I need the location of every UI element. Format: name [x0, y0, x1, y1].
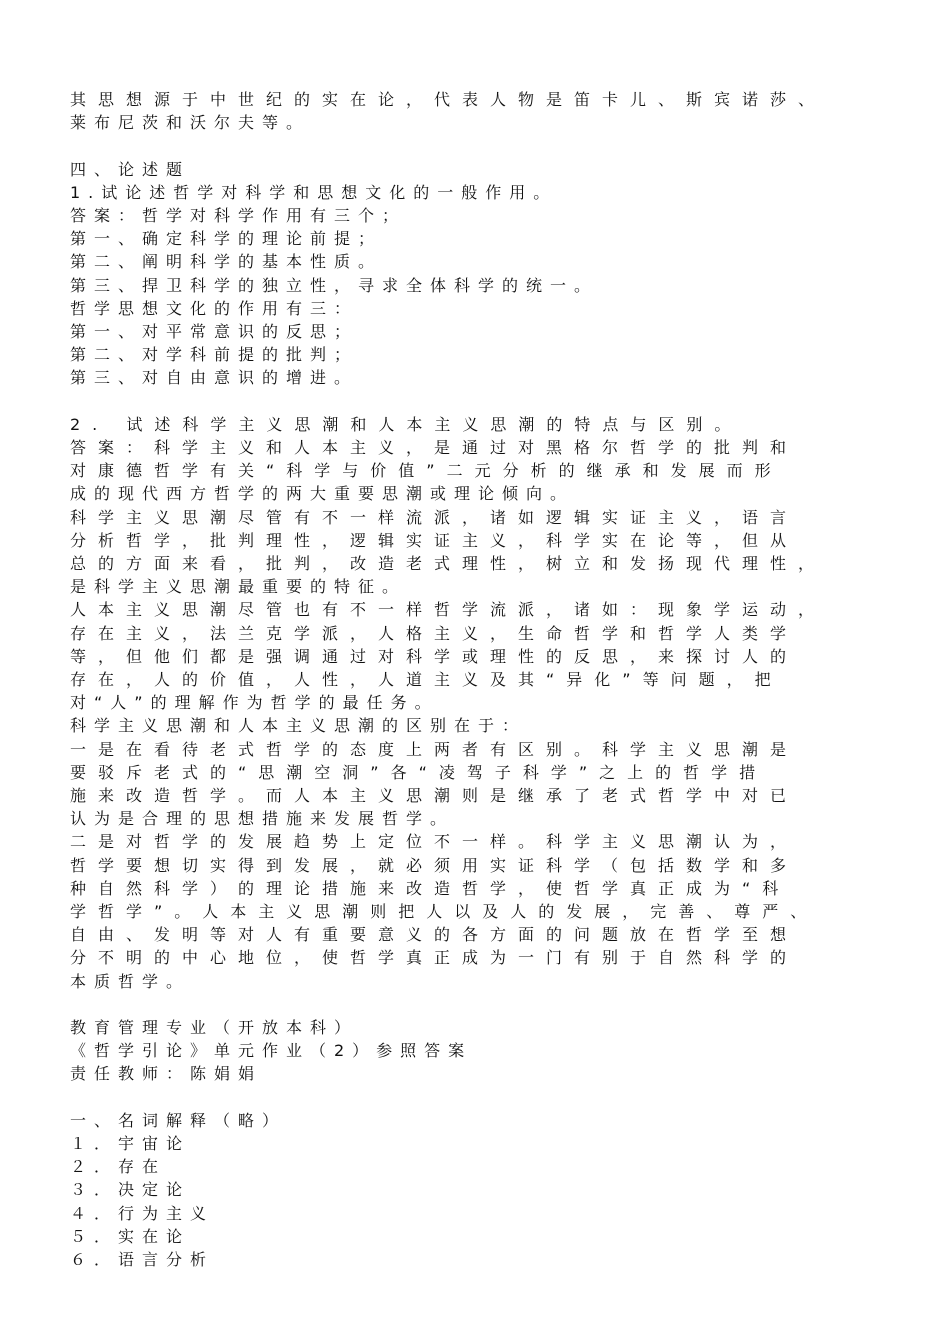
text-line: ３．决定论	[70, 1180, 191, 1200]
text-line: 种自然科学）的理论措施来改造哲学，使哲学真正成为“科	[70, 878, 791, 898]
text-line: 哲学思想文化的作用有三：	[70, 298, 359, 318]
text-line: 第一、对平常意识的反思；	[70, 322, 359, 341]
text-line: 要驳斥老式的“思潮空洞”各“凌驾子科学”之上的哲学措	[70, 762, 768, 782]
text-line: 哲学要想切实得到发展，就必须用实证科学（包括数学和多	[70, 855, 799, 875]
text-line: 总的方面来看，批判，改造老式理性，树立和发扬现代理性，	[70, 554, 827, 573]
text-line: 一是在看待老式哲学的态度上两者有区别。科学主义思潮是	[70, 739, 799, 759]
text-line: 一、名词解释（略）	[70, 1110, 287, 1130]
text-line: 《哲学引论》单元作业（2）参照答案	[70, 1041, 473, 1061]
text-line: ２．存在	[70, 1157, 167, 1177]
text-line: １．宇宙论	[70, 1134, 191, 1153]
text-line: ４．行为主义	[70, 1203, 215, 1223]
text-line: 1.试论述哲学对科学和思想文化的一般作用。	[70, 182, 558, 202]
text-line: 自由、发明等对人有重要意义的各方面的问题放在哲学至想	[70, 925, 799, 945]
text-line: 莱布尼茨和沃尔夫等。	[70, 113, 311, 133]
text-line: 第二、阐明科学的基本性质。	[70, 252, 383, 272]
text-line: 本质哲学。	[70, 971, 191, 991]
text-line: 施来改造哲学。而人本主义思潮则是继承了老式哲学中对已	[70, 786, 799, 805]
text-line: 是科学主义思潮最重要的特征。	[70, 577, 407, 597]
text-line: 认为是合理的思想措施来发展哲学。	[70, 809, 455, 829]
text-line: 第三、捍卫科学的独立性，寻求全体科学的统一。	[70, 275, 599, 295]
text-line: 答案：科学主义和人本主义，是通过对黑格尔哲学的批判和	[70, 438, 799, 457]
text-line: 二是对哲学的发展趋势上定位不一样。科学主义思潮认为，	[70, 832, 799, 852]
text-line: 对“人”的理解作为哲学的最任务。	[70, 693, 439, 713]
text-line: 第三、对自由意识的增进。	[70, 368, 359, 388]
text-line: 等，但他们都是强调通过对科学或理性的反思，来探讨人的	[70, 646, 799, 666]
text-line: 分不明的中心地位，使哲学真正成为一门有别于自然科学的	[70, 948, 799, 968]
text-line: 科学主义思潮尽管有不一样流派，诸如逻辑实证主义，语言	[70, 507, 799, 527]
text-line: 教育管理专业（开放本科）	[70, 1018, 359, 1037]
text-line: 第二、对学科前提的批判；	[70, 345, 359, 365]
text-line: ５．实在论	[70, 1226, 191, 1246]
text-line: 对康德哲学有关“科学与价值”二元分析的继承和发展而形	[70, 461, 783, 481]
text-line: 存在，人的价值，人性，人道主义及其“异化”等问题，把	[70, 670, 783, 689]
text-line: 科学主义思潮和人本主义思潮的区别在于：	[70, 716, 527, 736]
text-line: 四、论述题	[70, 159, 191, 179]
text-line: 第一、确定科学的理论前提；	[70, 229, 383, 249]
text-line: 答案：哲学对科学作用有三个；	[70, 206, 407, 225]
text-line: ６．语言分析	[70, 1250, 215, 1269]
text-line: 其思想源于中世纪的实在论，代表人物是笛卡儿、斯宾诺莎、	[70, 90, 827, 109]
text-line: 存在主义，法兰克学派，人格主义，生命哲学和哲学人类学	[70, 623, 799, 643]
text-line: 责任教师：陈娟娟	[70, 1064, 263, 1084]
text-line: 学哲学”。人本主义思潮则把人以及人的发展，完善、尊严、	[70, 902, 819, 921]
text-line: 2. 试述科学主义思潮和人本主义思潮的特点与区别。	[70, 414, 743, 434]
text-line: 分析哲学，批判理性，逻辑实证主义，科学实在论等，但从	[70, 530, 799, 550]
text-line: 成的现代西方哲学的两大重要思潮或理论倾向。	[70, 484, 575, 504]
text-line: 人本主义思潮尽管也有不一样哲学流派，诸如：现象学运动，	[70, 600, 827, 620]
